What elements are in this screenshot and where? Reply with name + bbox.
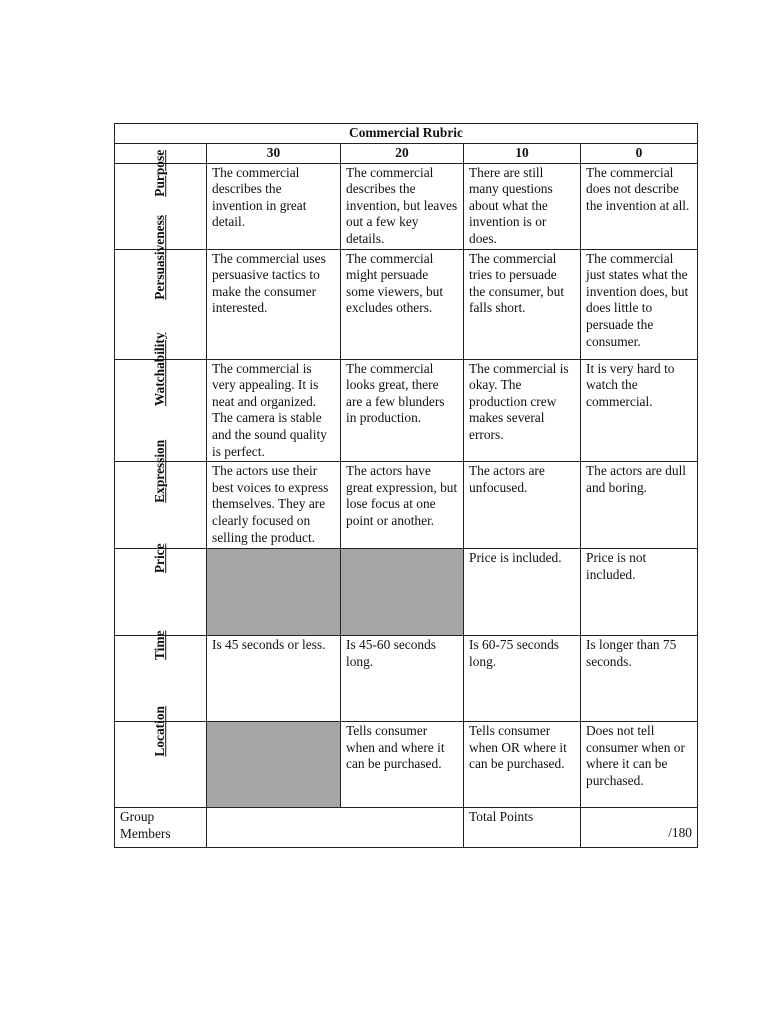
cell-20: Is 45-60 seconds long.: [341, 636, 464, 722]
criterion-label-watchability: Watchability: [152, 332, 168, 406]
rubric-row-price: [115, 549, 698, 636]
cell-0: The commercial just states what the invention does, but does little to persuade the consumer.: [581, 249, 698, 359]
shaded-cell: [207, 549, 341, 636]
cell-30: The commercial uses persuasive tactics to make the consumer interested.: [207, 249, 341, 359]
criterion-label-expression: Expression: [152, 439, 168, 503]
cell-0: Price is not included.: [581, 549, 698, 636]
cell-0: The actors are dull and boring.: [581, 462, 698, 549]
criterion-label-purpose: Purpose: [152, 149, 168, 197]
title-row: [115, 124, 698, 144]
cell-20: The actors have great expression, but lose focus at one point or another.: [341, 462, 464, 549]
cell-30: Is 45 seconds or less.: [207, 636, 341, 722]
cell-0: Is longer than 75 seconds.: [581, 636, 698, 722]
cell-30: The commercial is very appealing. It is neat and organized. The camera is stable and the sound quality is perfect.: [207, 359, 341, 462]
score-header-20: 20: [341, 144, 464, 164]
group-members-field: [207, 808, 464, 848]
cell-30: The actors use their best voices to express themselves. They are clearly focused on selling the product.: [207, 462, 341, 549]
cell-10: Is 60-75 seconds long.: [464, 636, 581, 722]
footer-row: [115, 808, 698, 848]
rubric-row-watchability: [115, 359, 698, 462]
criterion-label-persuasiveness: Persuasiveness: [152, 214, 168, 300]
cell-10: The commercial tries to persuade the consumer, but falls short.: [464, 249, 581, 359]
cell-10: There are still many questions about what the invention is or does.: [464, 163, 581, 249]
cell-20: The commercial looks great, there are a few blunders in production.: [341, 359, 464, 462]
score-header-10: 10: [464, 144, 581, 164]
criterion-label-time: Time: [152, 630, 168, 661]
cell-10: The actors are unfocused.: [464, 462, 581, 549]
criterion-cell: [115, 706, 207, 808]
cell-0: Does not tell consumer when or where it can be purchased.: [581, 722, 698, 808]
cell-0: The commercial does not describe the invention at all.: [581, 163, 698, 249]
criterion-label-location: Location: [152, 706, 168, 757]
cell-10: Tells consumer when OR where it can be purchased.: [464, 722, 581, 808]
cell-10: The commercial is okay. The production crew makes several errors.: [464, 359, 581, 462]
criterion-label-price: Price: [152, 543, 168, 574]
total-points-cell: [581, 808, 698, 848]
rubric-row-time: [115, 636, 698, 722]
score-header-row: [115, 144, 698, 164]
cell-10: Price is included.: [464, 549, 581, 636]
cell-20: The commercial describes the invention, but leaves out a few key details.: [341, 163, 464, 249]
rubric-row-location: [115, 722, 698, 808]
cell-30: The commercial describes the invention in great detail.: [207, 163, 341, 249]
cell-0: It is very hard to watch the commercial.: [581, 359, 698, 462]
cell-20: Tells consumer when and where it can be purchased.: [341, 722, 464, 808]
total-points-value: /180: [668, 825, 692, 841]
shaded-cell: [341, 549, 464, 636]
group-members-label: Group Members: [115, 808, 207, 848]
cell-20: The commercial might persuade some viewers, but excludes others.: [341, 249, 464, 359]
commercial-rubric-table: [114, 123, 698, 848]
rubric-row-expression: [115, 462, 698, 549]
score-header-0: 0: [581, 144, 698, 164]
score-header-30: 30: [207, 144, 341, 164]
rubric-row-purpose: [115, 163, 698, 249]
rubric-title: Commercial Rubric: [115, 124, 698, 144]
shaded-cell: [207, 722, 341, 808]
total-points-label: Total Points: [464, 808, 581, 848]
rubric-row-persuasiveness: [115, 249, 698, 359]
